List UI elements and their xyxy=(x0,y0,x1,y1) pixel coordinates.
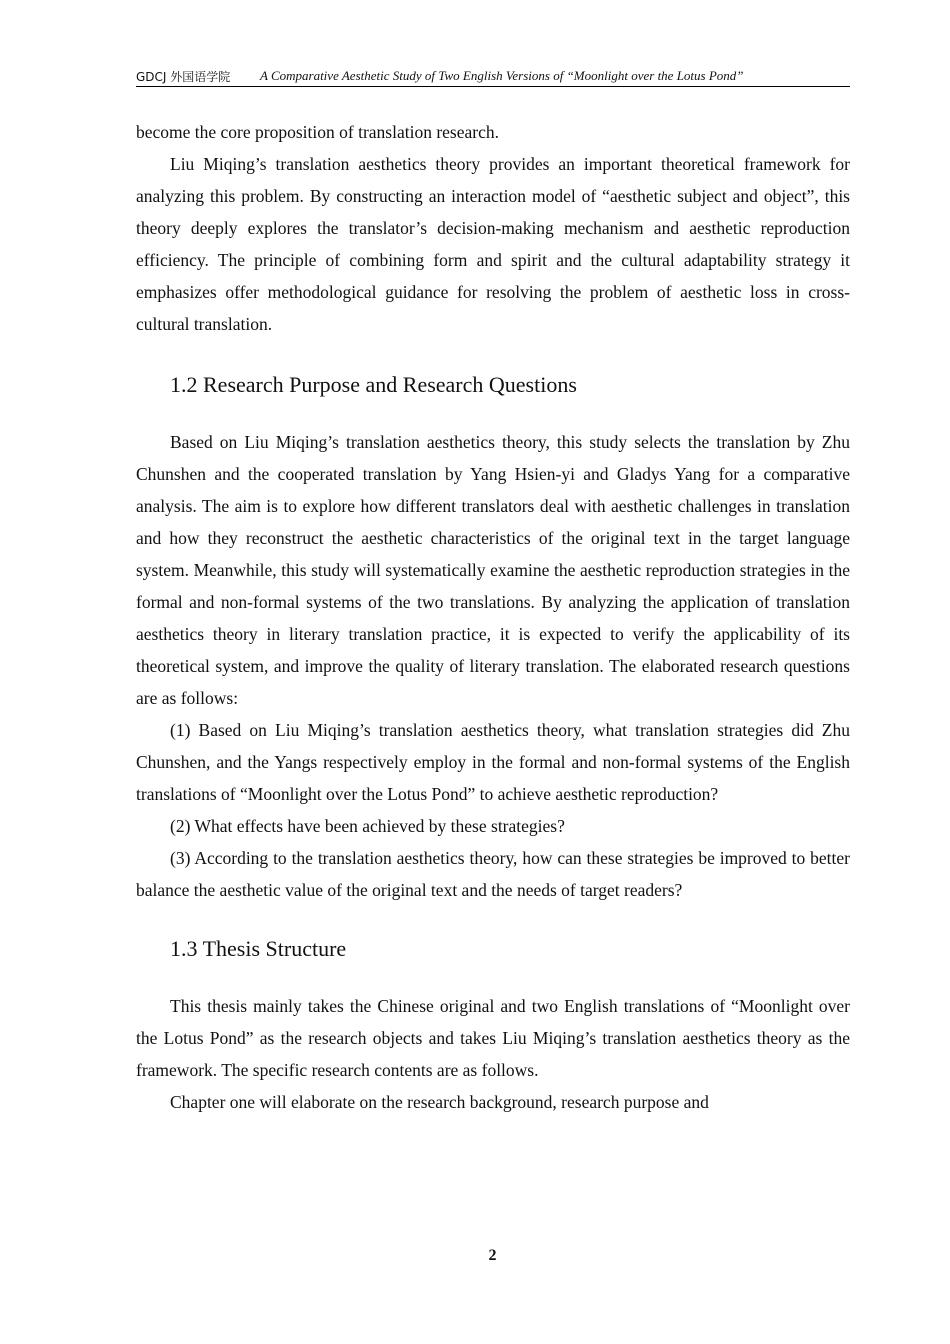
section-heading-1-2: 1.2 Research Purpose and Research Questions xyxy=(170,372,577,397)
paragraph-theory: Liu Miqing’s translation aesthetics theory provides an important theoretical framework for analyzing this problem. By constructing an interaction model of “aesthetic subject and object”, this theory deeply explores the translator’s decision-making mechanism and aesthetic reproduction efficiency. The principle of combining form and spirit and the cultural adaptability strategy it emphasizes offer methodological guidance for resolving the problem of aesthetic loss in cross-cultural translation. xyxy=(136,154,850,334)
header-running-title: A Comparative Aesthetic Study of Two English Versions of “Moonlight over the Lotus Pond” xyxy=(260,68,744,83)
page-header xyxy=(136,66,850,87)
header-institution: GDCJ 外国语学院 xyxy=(136,70,231,84)
paragraph-structure: This thesis mainly takes the Chinese original and two English translations of “Moonlight over the Lotus Pond” as the research objects and takes Liu Miqing’s translation aesthetics theory as the framework. The specific research contents are as follows. xyxy=(136,996,850,1080)
research-question-1: (1) Based on Liu Miqing’s translation aesthetics theory, what translation strategies did Zhu Chunshen, and the Yangs respectively employ in the formal and non-formal systems of the English translations of “Moonlight over the Lotus Pond” to achieve aesthetic reproduction? xyxy=(136,720,850,804)
paragraph-chapter-one: Chapter one will elaborate on the research background, research purpose and xyxy=(170,1092,709,1112)
section-heading-1-3: 1.3 Thesis Structure xyxy=(170,936,347,961)
page-number: 2 xyxy=(488,1247,497,1264)
page-body xyxy=(136,116,850,1118)
paragraph-purpose: Based on Liu Miqing’s translation aesthetics theory, this study selects the translation by Zhu Chunshen and the cooperated translation by Yang Hsien-yi and Gladys Yang for a comparative analysis. The aim is to explore how different translators deal with aesthetic challenges in translation and how they reconstruct the aesthetic characteristics of the original text in the target language system. Meanwhile, this study will systematically examine the aesthetic reproduction strategies in the formal and non-formal systems of the two translations. By analyzing the application of translation aesthetics theory in literary translation practice, it is expected to verify the applicability of its theoretical system, and improve the quality of literary translation. The elaborated research questions are as follows: xyxy=(136,432,850,708)
research-question-3: (3) According to the translation aesthetics theory, how can these strategies be improved to better balance the aesthetic value of the original text and the needs of target readers? xyxy=(136,848,850,900)
research-question-2: (2) What effects have been achieved by these strategies? xyxy=(170,816,565,836)
paragraph-continuation: become the core proposition of translation research. xyxy=(136,122,499,142)
